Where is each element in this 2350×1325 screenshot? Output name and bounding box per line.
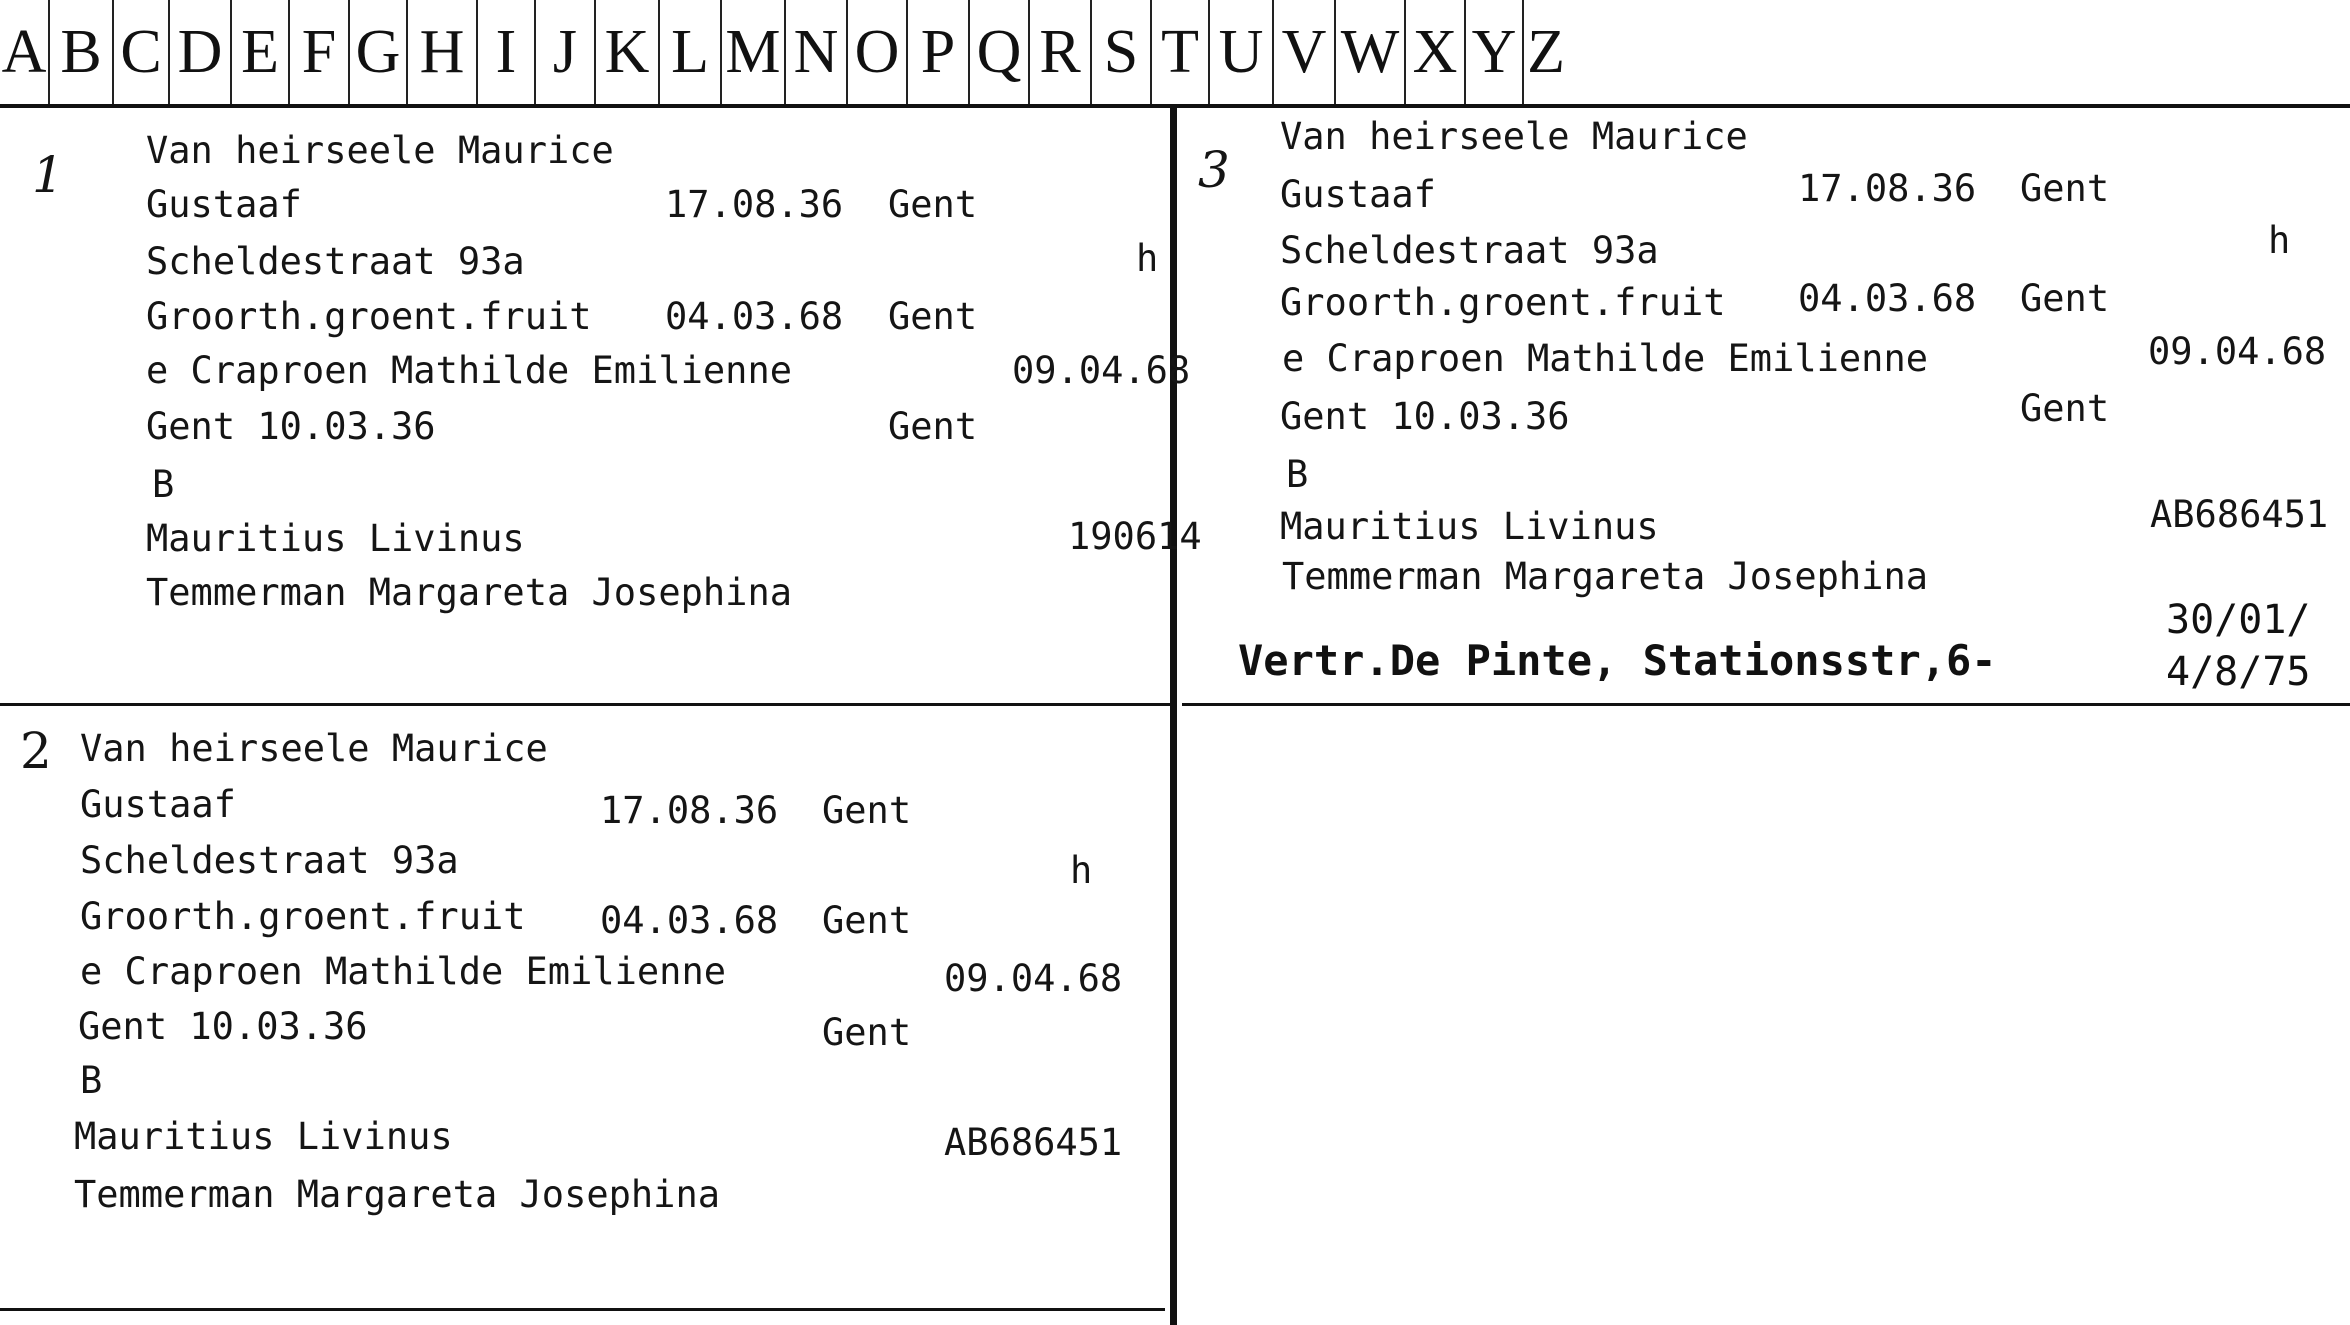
index-letter-m[interactable]: M bbox=[725, 17, 781, 86]
card-spouse-birth: Gent 10.03.36 bbox=[78, 1005, 368, 1048]
card-child: Mauritius Livinus bbox=[146, 517, 525, 560]
index-letter-b[interactable]: B bbox=[60, 17, 102, 86]
row-divider-right bbox=[1182, 703, 2350, 706]
card-birth-date: 17.08.36 bbox=[1798, 167, 1977, 210]
card-birth-place: Gent bbox=[888, 183, 978, 226]
card-spouse-birth: Gent 10.03.36 bbox=[1280, 395, 1570, 438]
index-letter-f[interactable]: F bbox=[301, 17, 337, 86]
index-letter-n[interactable]: N bbox=[793, 17, 839, 86]
card-surname: Van heirseele Maurice bbox=[146, 129, 614, 172]
card-occupation-date: 04.03.68 bbox=[600, 899, 779, 942]
card-given-name: Gustaaf bbox=[146, 183, 302, 226]
card-occupation-date: 04.03.68 bbox=[665, 295, 844, 338]
card-number: 1 bbox=[32, 146, 64, 204]
card-occupation: Groorth.groent.fruit bbox=[80, 895, 526, 938]
alphabet-index bbox=[0, 0, 2350, 105]
card-given-name: Gustaaf bbox=[80, 783, 236, 826]
card-spouse-mark: 09.04.68 bbox=[944, 957, 1123, 1000]
card-sex-mark: h bbox=[2268, 219, 2291, 262]
index-letter-x[interactable]: X bbox=[1412, 17, 1458, 86]
card-birth-place: Gent bbox=[822, 789, 912, 832]
index-letter-w[interactable]: W bbox=[1340, 17, 1400, 86]
card-sex-mark: h bbox=[1136, 237, 1159, 280]
card-child-mark: 190614 bbox=[1068, 515, 1202, 558]
card-occupation-place: Gent bbox=[822, 899, 912, 942]
card-spouse-place: Gent bbox=[888, 405, 978, 448]
card-given-name: Gustaaf bbox=[1280, 173, 1436, 216]
column-divider bbox=[1170, 104, 1177, 1325]
card-spouse-birth: Gent 10.03.36 bbox=[146, 405, 436, 448]
bottom-rule bbox=[0, 1308, 1165, 1311]
card-birth-place: Gent bbox=[2020, 167, 2110, 210]
card-spouse-place: Gent bbox=[822, 1011, 912, 1054]
index-letter-k[interactable]: K bbox=[604, 17, 650, 86]
card-child: Mauritius Livinus bbox=[1280, 505, 1659, 548]
card-spouse-place: Gent bbox=[2020, 387, 2110, 430]
card-street: Scheldestraat 93a bbox=[1280, 229, 1659, 272]
card-street: Scheldestraat 93a bbox=[146, 240, 525, 283]
index-letter-g[interactable]: G bbox=[355, 17, 401, 86]
card-note-date-bottom: 4/8/75 bbox=[2166, 649, 2311, 695]
index-letter-v[interactable]: V bbox=[1281, 17, 1327, 86]
index-letter-u[interactable]: U bbox=[1218, 17, 1264, 86]
card-number: 3 bbox=[1198, 141, 1230, 199]
card-occupation-place: Gent bbox=[888, 295, 978, 338]
card-child-mark: AB686451 bbox=[2150, 493, 2329, 536]
card-occupation-date: 04.03.68 bbox=[1798, 277, 1977, 320]
row-divider-left bbox=[0, 703, 1170, 706]
card-letter: B bbox=[152, 463, 175, 506]
card-spouse: e Craproen Mathilde Emilienne bbox=[80, 950, 727, 993]
card-surname: Van heirseele Maurice bbox=[80, 727, 548, 770]
card-mother: Temmerman Margareta Josephina bbox=[1282, 555, 1929, 598]
card-spouse: e Craproen Mathilde Emilienne bbox=[146, 349, 793, 392]
index-letter-z[interactable]: Z bbox=[1527, 17, 1565, 86]
card-spouse-mark: 09.04.68 bbox=[2148, 330, 2327, 373]
index-letter-i[interactable]: I bbox=[495, 17, 517, 86]
index-letter-p[interactable]: P bbox=[920, 17, 956, 86]
card-street: Scheldestraat 93a bbox=[80, 839, 459, 882]
index-letter-j[interactable]: J bbox=[552, 17, 578, 86]
card-note-date-top: 30/01/ bbox=[2166, 597, 2311, 643]
card-occupation-place: Gent bbox=[2020, 277, 2110, 320]
index-letter-s[interactable]: S bbox=[1103, 17, 1139, 86]
index-letter-h[interactable]: H bbox=[419, 17, 465, 86]
card-sex-mark: h bbox=[1070, 849, 1093, 892]
index-letter-o[interactable]: O bbox=[854, 17, 900, 86]
index-letter-r[interactable]: R bbox=[1039, 17, 1081, 86]
card-child-mark: AB686451 bbox=[944, 1121, 1123, 1164]
card-birth-date: 17.08.36 bbox=[665, 183, 844, 226]
card-child: Mauritius Livinus bbox=[74, 1115, 453, 1158]
card-mother: Temmerman Margareta Josephina bbox=[146, 571, 793, 614]
card-surname: Van heirseele Maurice bbox=[1280, 115, 1748, 158]
card-number: 2 bbox=[20, 722, 52, 780]
index-letter-y[interactable]: Y bbox=[1471, 17, 1517, 86]
index-letter-q[interactable]: Q bbox=[976, 17, 1022, 86]
index-letter-d[interactable]: D bbox=[177, 17, 223, 86]
index-letter-e[interactable]: E bbox=[241, 17, 279, 86]
index-letter-c[interactable]: C bbox=[120, 17, 162, 86]
card-spouse: e Craproen Mathilde Emilienne bbox=[1282, 337, 1929, 380]
card-mother: Temmerman Margareta Josephina bbox=[74, 1173, 721, 1216]
index-letter-a[interactable]: A bbox=[1, 17, 47, 86]
card-birth-date: 17.08.36 bbox=[600, 789, 779, 832]
card-note: Vertr.De Pinte, Stationsstr,6- bbox=[1238, 636, 1997, 685]
card-letter: B bbox=[1286, 453, 1309, 496]
card-occupation: Groorth.groent.fruit bbox=[1280, 281, 1726, 324]
card-letter: B bbox=[80, 1059, 103, 1102]
card-spouse-mark: 09.04.68 bbox=[1012, 349, 1191, 392]
index-letter-l[interactable]: L bbox=[671, 17, 709, 86]
card-occupation: Groorth.groent.fruit bbox=[146, 295, 592, 338]
index-letter-t[interactable]: T bbox=[1161, 17, 1199, 86]
